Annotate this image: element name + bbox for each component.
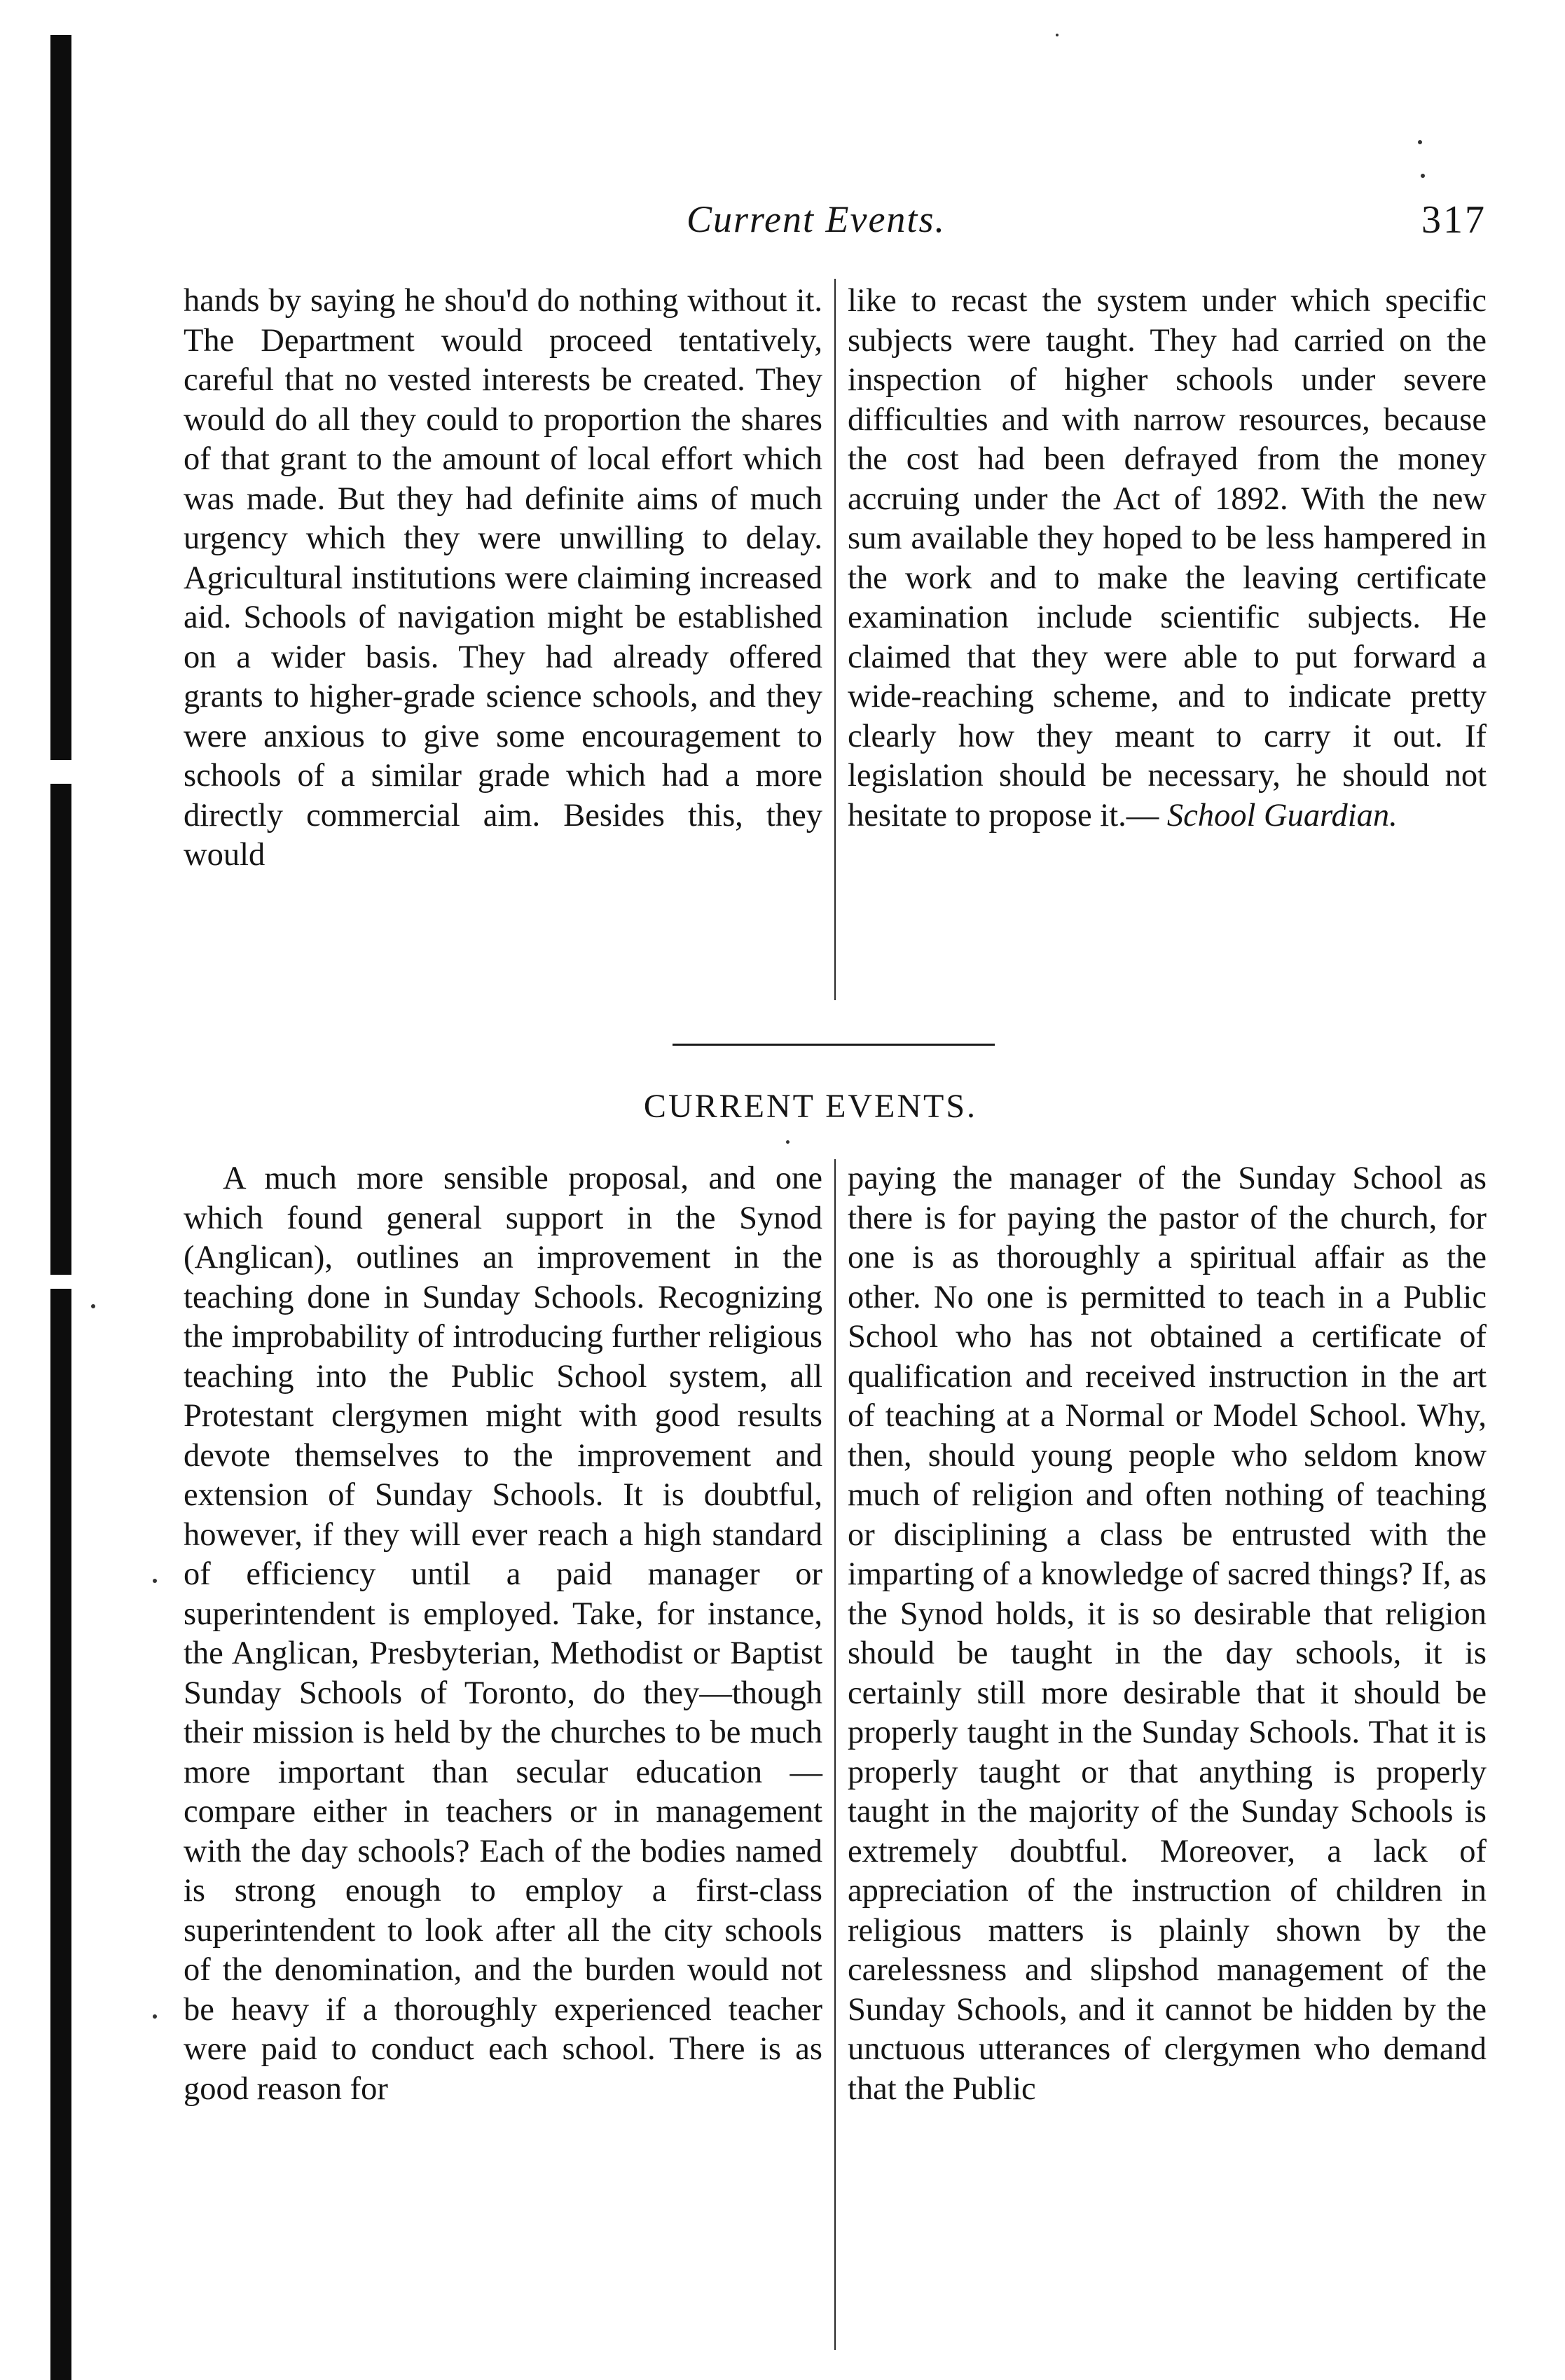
scan-edge-gap	[50, 760, 71, 784]
scan-speck	[153, 2014, 157, 2019]
paragraph: hands by saying he shou'd do nothing without it. The Department would proceed tentatively, careful that no vested interests be created. They would do all they could to proportion the shares of that grant to the amount of local effort which was made. But they had definite aims of much urgency which they were unwilling to delay. Agricultural institutions were claiming increased aid. Schools of navigation might be established on a wider basis. They had already offered grants to higher-grade science schools, and they were anxious to give some encouragement to schools of a similar grade which had a more directly commercial aim. Besides this, they would	[184, 283, 822, 873]
running-head: Current Events.	[687, 198, 946, 240]
page-number: 317	[1421, 198, 1487, 242]
paragraph: paying the manager of the Sunday School as there is for paying the pastor of the church, for one is as thoroughly a spiritual affair as the other. No one is permitted to teach in a Public School who has not obtained a certificate of qualification and received instruction in the art of teaching at a Normal or Model School. Why, then, should young people who seldom know much of religion and often nothing of teaching or disciplining a class be entrusted with the imparting of a knowledge of sacred things? If, as the Synod holds, it is so desirable that religion should be taught in the day schools, it is certainly still more desirable that it should be properly taught in the Sunday Schools. That it is properly taught or that anything is properly taught in the majority of the Sunday Schools is extremely doubtful. Moreover, a lack of appreciation of the instruction of children in religious matters is plainly shown by the carelessness and slipshod management of the Sunday Schools, and it cannot be hidden by the unctuous utterances of clergymen who demand that the Public	[848, 1161, 1487, 2107]
top-left-column	[184, 282, 822, 876]
scan-speck	[1421, 174, 1425, 178]
section-title: CURRENT EVENTS.	[643, 1088, 978, 1125]
scan-edge-gap	[50, 1275, 71, 1289]
paragraph	[848, 282, 1487, 836]
column-rule	[834, 279, 836, 1000]
paragraph-text: like to recast the system under which specific subjects were taught. They had carried on the inspection of higher schools under severe difficulties and with narrow resources, because the cost had been defrayed from the money accruing under the Act of 1892. With the new sum available they hoped to be less hampered in the work and to make the leaving certificate examination include scientific subjects. He claimed that they were able to put forward a wide-reaching scheme, and to indicate pretty clearly how they meant to carry it out. If legislation should be necessary, he should not hesitate to propose it.—	[848, 283, 1487, 833]
top-right-column	[848, 282, 1487, 836]
paragraph: A much more sensible proposal, and one which found general support in the Synod (Anglican), outlines an improvement in the teaching done in Sunday Schools. Recognizing the improbability of introducing further religious teaching into the Public School system, all Protestant clergymen might with good results devote themselves to the improvement and extension of Sunday Schools. It is doubtful, however, if they will ever reach a high standard of efficiency until a paid manager or superintendent is employed. Take, for instance, the Anglican, Presbyterian, Methodist or Baptist Sunday Schools of Toronto, do they—though their mission is held by the churches to be much more important than secular education — compare either in teachers or in management with the day schools? Each of the bodies named is strong enough to employ a first-class superintendent to look after all the city schools of the denomination, and the burden would not be heavy if a thoroughly experienced teacher were paid to conduct each school. There is as good reason for	[184, 1161, 822, 2107]
scan-page-edge	[50, 35, 71, 2380]
scan-speck	[91, 1304, 95, 1308]
scan-speck	[1056, 34, 1059, 36]
column-rule	[834, 1159, 836, 2350]
scan-speck	[153, 1579, 157, 1583]
scan-speck	[1418, 140, 1422, 144]
section-divider	[673, 1044, 995, 1046]
bottom-right-column	[848, 1159, 1487, 2109]
bottom-left-column	[184, 1159, 822, 2109]
source-citation: School Guardian.	[1166, 797, 1398, 833]
scan-speck	[786, 1140, 790, 1144]
